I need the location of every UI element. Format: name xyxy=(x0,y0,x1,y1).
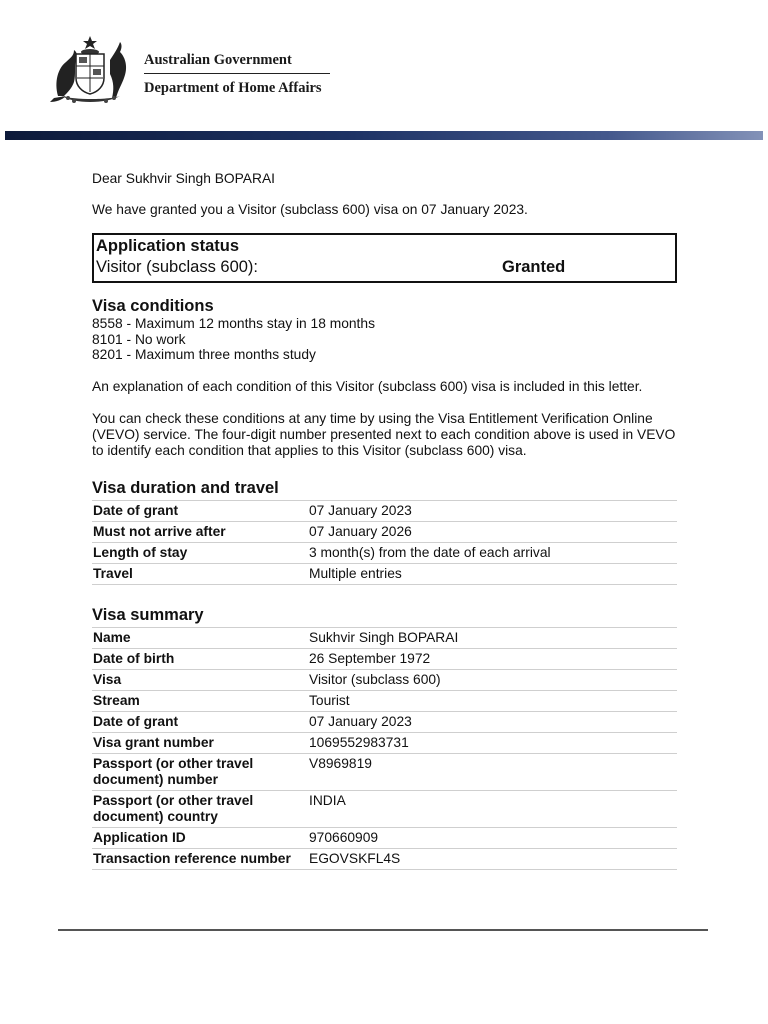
conditions-list xyxy=(92,316,677,363)
table-row xyxy=(92,712,677,733)
row-label: Date of birth xyxy=(93,650,175,666)
header-banner xyxy=(5,131,763,140)
visa-conditions-heading: Visa conditions xyxy=(92,297,214,315)
table-row xyxy=(92,754,677,791)
application-status-box xyxy=(92,233,677,283)
coat-of-arms-icon xyxy=(44,34,136,106)
government-name: Australian Government xyxy=(144,52,292,68)
row-value: V8969819 xyxy=(309,755,372,771)
row-value: 26 September 1972 xyxy=(309,650,431,666)
row-label: Transaction reference number xyxy=(93,850,291,866)
duration-table xyxy=(92,500,677,585)
table-row xyxy=(92,670,677,691)
conditions-explanation: An explanation of each condition of this Visitor (subclass 600) visa is included in this letter. xyxy=(92,378,643,394)
row-label: Length of stay xyxy=(93,544,188,560)
table-row xyxy=(92,522,677,543)
row-label: Stream xyxy=(93,692,140,708)
row-label: Date of grant xyxy=(93,502,179,518)
row-value: 3 month(s) from the date of each arrival xyxy=(309,544,551,560)
row-value: 07 January 2026 xyxy=(309,523,412,539)
row-label: Visa grant number xyxy=(93,734,214,750)
row-label: Travel xyxy=(93,565,133,581)
table-row xyxy=(92,501,677,522)
table-row xyxy=(92,691,677,712)
table-row xyxy=(92,733,677,754)
salutation: Dear Sukhvir Singh BOPARAI xyxy=(92,171,276,186)
row-value: Visitor (subclass 600) xyxy=(309,671,441,687)
condition-item: 8201 - Maximum three months study xyxy=(92,347,316,362)
letter-content xyxy=(92,171,677,870)
row-value: EGOVSKFL4S xyxy=(309,850,401,866)
status-label: Visitor (subclass 600): xyxy=(96,258,259,276)
row-label: Date of grant xyxy=(93,713,179,729)
summary-heading: Visa summary xyxy=(92,605,204,624)
table-row xyxy=(92,628,677,649)
status-value: Granted xyxy=(502,258,566,276)
department-name: Department of Home Affairs xyxy=(144,80,322,96)
table-row xyxy=(92,828,677,849)
table-row xyxy=(92,564,677,585)
table-row xyxy=(92,543,677,564)
condition-item: 8101 - No work xyxy=(92,331,186,347)
condition-item: 8558 - Maximum 12 months stay in 18 months xyxy=(92,316,375,331)
row-value: Tourist xyxy=(309,692,350,708)
row-label: Name xyxy=(93,629,131,645)
table-row xyxy=(92,649,677,670)
status-title: Application status xyxy=(96,237,240,255)
footer-divider xyxy=(58,929,708,931)
row-value: 1069552983731 xyxy=(309,734,409,750)
row-label: Must not arrive after xyxy=(93,523,226,539)
status-row xyxy=(96,256,673,278)
row-label: Passport (or other travel document) number xyxy=(93,755,254,787)
row-value: 970660909 xyxy=(309,829,379,845)
intro-text: We have granted you a Visitor (subclass 600) visa on 07 January 2023. xyxy=(92,202,528,217)
duration-heading: Visa duration and travel xyxy=(92,478,279,497)
row-label: Passport (or other travel document) country xyxy=(93,792,254,824)
header-divider xyxy=(144,73,330,74)
row-value: INDIA xyxy=(309,792,346,808)
vevo-text: You can check these conditions at any time by using the Visa Entitlement Verification Online (VEVO) service. The four-digit number presented next to each condition above is used in VEVO to identify each condition that applies to this Visitor (subclass 600) visa. xyxy=(92,410,676,458)
row-value: Multiple entries xyxy=(309,565,402,581)
row-value: 07 January 2023 xyxy=(309,502,412,518)
table-row xyxy=(92,791,677,828)
table-row xyxy=(92,849,677,870)
row-value: 07 January 2023 xyxy=(309,713,412,729)
row-label: Visa xyxy=(93,671,122,687)
summary-table xyxy=(92,627,677,870)
row-value: Sukhvir Singh BOPARAI xyxy=(309,629,459,645)
row-label: Application ID xyxy=(93,829,186,845)
